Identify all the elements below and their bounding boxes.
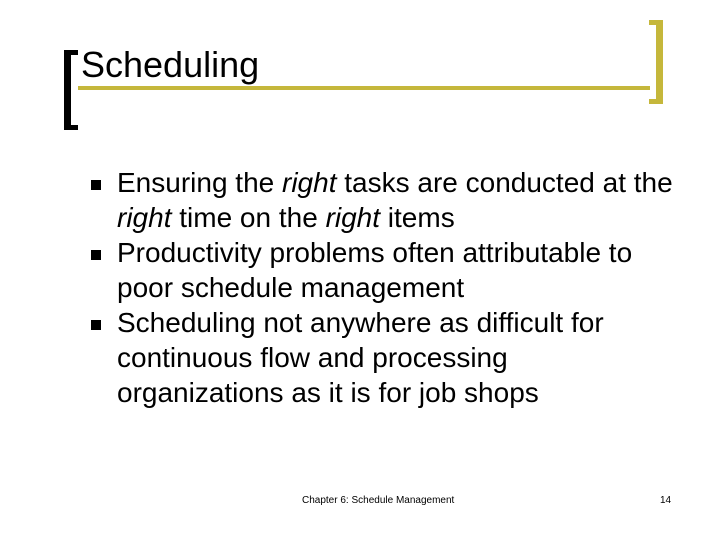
square-bullet-icon — [90, 179, 102, 191]
footer-chapter-label: Chapter 6: Schedule Management — [302, 495, 455, 506]
bullet-text-emphasis: right — [117, 202, 172, 233]
slide-title: Scheduling — [81, 44, 260, 85]
right-bracket-decoration — [649, 20, 663, 104]
bullet-text: Scheduling not anywhere as difficult for continuous flow and processing organizations as it is for job shops — [117, 307, 604, 408]
square-bullet-icon — [90, 319, 102, 331]
bullet-text-segment: items — [380, 202, 455, 233]
left-bracket-decoration — [64, 50, 78, 130]
square-bullet-icon — [90, 249, 102, 261]
bullet-item — [90, 165, 680, 235]
page-number: 14 — [660, 495, 672, 506]
bullet-item — [90, 305, 680, 410]
bullet-text-segment: time on the — [171, 202, 326, 233]
bullet-text-emphasis: right — [282, 167, 337, 198]
bullet-text-emphasis: right — [325, 202, 381, 233]
bullet-item — [90, 235, 680, 305]
bullet-list — [90, 165, 680, 410]
title-underline — [78, 86, 650, 90]
bullet-text-segment: Ensuring the — [117, 167, 282, 198]
bullet-text-segment: tasks are conducted at the — [336, 167, 673, 198]
bullet-text: Productivity problems often attributable to poor schedule management — [117, 237, 633, 303]
bullet-text — [117, 167, 673, 233]
